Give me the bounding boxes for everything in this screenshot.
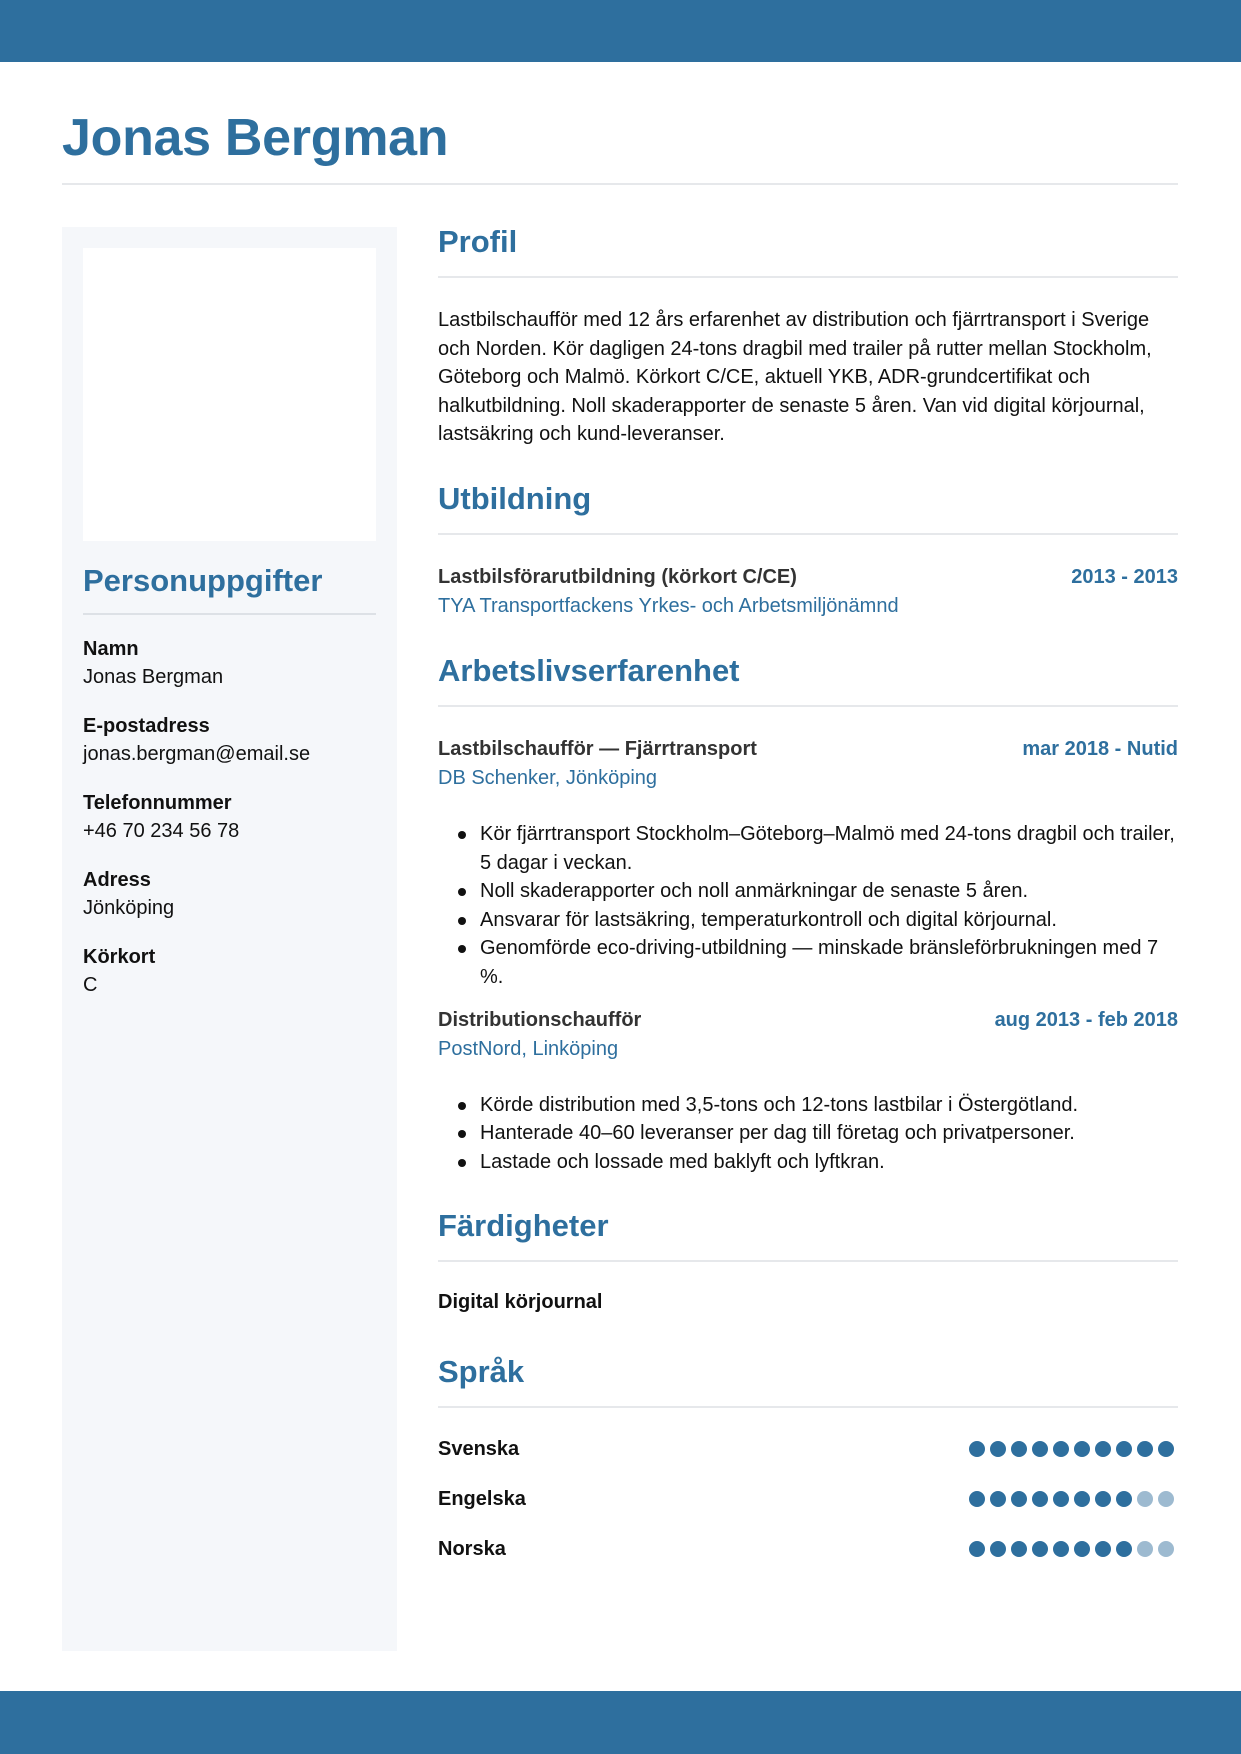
bullet-item: Kör fjärrtransport Stockholm–Göteborg–Malmö med 24-tons dragbil och trailer, 5 dagar i veckan.	[480, 820, 1178, 877]
entry-title: Lastbilsförarutbildning (körkort C/CE)	[438, 565, 797, 588]
field-label: Namn	[83, 638, 139, 660]
level-dot-filled-icon	[990, 1441, 1006, 1457]
entry-organization: PostNord, Linköping	[438, 1037, 619, 1060]
header-bar	[0, 0, 1241, 62]
level-dot-filled-icon	[1116, 1541, 1132, 1557]
level-dot-filled-icon	[1032, 1541, 1048, 1557]
experience-entry	[438, 1006, 1178, 1177]
entry-date: aug 2013 - feb 2018	[994, 1008, 1178, 1031]
bullet-item: Ansvarar för lastsäkring, temperaturkontroll och digital körjournal.	[480, 906, 1178, 935]
personal-info-list	[83, 635, 376, 1020]
level-dot-filled-icon	[1074, 1441, 1090, 1457]
field-email	[83, 712, 376, 768]
language-level-dots	[969, 1491, 1178, 1507]
level-dot-filled-icon	[969, 1491, 985, 1507]
profile-photo-placeholder	[83, 248, 376, 541]
level-dot-empty-icon	[1158, 1491, 1174, 1507]
language-row	[438, 1424, 1178, 1474]
entry-bullets	[438, 820, 1178, 992]
level-dot-filled-icon	[1053, 1491, 1069, 1507]
entry-organization: DB Schenker, Jönköping	[438, 766, 658, 789]
section-title: Färdigheter	[438, 1206, 1178, 1262]
personal-info-heading: Personuppgifter	[83, 561, 376, 615]
education-section	[438, 479, 1178, 621]
level-dot-filled-icon	[1137, 1441, 1153, 1457]
field-label: Telefonnummer	[83, 792, 232, 814]
level-dot-filled-icon	[1074, 1491, 1090, 1507]
language-row	[438, 1524, 1178, 1574]
bullet-item: Hanterade 40–60 leveranser per dag till företag och privatpersoner.	[480, 1119, 1178, 1148]
level-dot-filled-icon	[1011, 1491, 1027, 1507]
field-name	[83, 635, 376, 691]
field-label: E-postadress	[83, 715, 210, 737]
language-list	[438, 1424, 1178, 1574]
level-dot-filled-icon	[1095, 1491, 1111, 1507]
level-dot-empty-icon	[1137, 1541, 1153, 1557]
entry-bullets	[438, 1091, 1178, 1177]
level-dot-filled-icon	[1095, 1441, 1111, 1457]
language-level-dots	[969, 1541, 1178, 1557]
language-name: Norska	[438, 1537, 506, 1560]
level-dot-filled-icon	[1116, 1441, 1132, 1457]
field-label: Adress	[83, 869, 151, 891]
section-title: Språk	[438, 1352, 1178, 1408]
entry-date: mar 2018 - Nutid	[1022, 737, 1178, 760]
skills-section	[438, 1206, 1178, 1316]
section-title: Utbildning	[438, 479, 1178, 535]
page-title: Jonas Bergman	[62, 109, 449, 167]
level-dot-filled-icon	[1158, 1441, 1174, 1457]
level-dot-empty-icon	[1137, 1491, 1153, 1507]
section-title: Profil	[438, 222, 1178, 278]
sidebar	[62, 227, 397, 1651]
field-address	[83, 866, 376, 922]
profile-section	[438, 222, 1178, 449]
experience-entry	[438, 735, 1178, 992]
level-dot-filled-icon	[1011, 1541, 1027, 1557]
level-dot-filled-icon	[1032, 1441, 1048, 1457]
languages-section	[438, 1352, 1178, 1574]
entry-date: 2013 - 2013	[1071, 565, 1178, 588]
level-dot-filled-icon	[1053, 1441, 1069, 1457]
bullet-item: Körde distribution med 3,5-tons och 12-tons lastbilar i Östergötland.	[480, 1091, 1178, 1120]
section-title: Arbetslivserfarenhet	[438, 651, 1178, 707]
language-name: Engelska	[438, 1487, 526, 1510]
profile-summary: Lastbilschaufför med 12 års erfarenhet av distribution och fjärrtransport i Sverige och Norden. Kör dagligen 24-tons dragbil med trailer på rutter mellan Stockholm, Göteborg och Malmö. Körkort C/CE, aktuell YKB, ADR-grundcertifikat och halkutbildning. Noll skaderapporter de senaste 5 åren. Van vid digital körjournal, lastsäkring och kund-leveranser.	[438, 309, 1152, 446]
field-value: Jonas Bergman	[83, 666, 224, 688]
main-content	[438, 222, 1178, 1574]
level-dot-filled-icon	[1074, 1541, 1090, 1557]
level-dot-filled-icon	[1011, 1441, 1027, 1457]
entry-title: Lastbilschaufför — Fjärrtransport	[438, 737, 757, 760]
language-row	[438, 1474, 1178, 1524]
level-dot-filled-icon	[1095, 1541, 1111, 1557]
language-name: Svenska	[438, 1437, 520, 1460]
field-value: +46 70 234 56 78	[83, 820, 240, 842]
bullet-item: Noll skaderapporter och noll anmärkningar de senaste 5 åren.	[480, 877, 1178, 906]
level-dot-filled-icon	[1032, 1491, 1048, 1507]
level-dot-filled-icon	[969, 1441, 985, 1457]
field-phone	[83, 789, 376, 845]
level-dot-filled-icon	[1053, 1541, 1069, 1557]
bullet-item: Lastade och lossade med baklyft och lyftkran.	[480, 1148, 1178, 1177]
skill-item: Digital körjournal	[438, 1291, 603, 1314]
level-dot-filled-icon	[969, 1541, 985, 1557]
field-license	[83, 943, 376, 999]
level-dot-filled-icon	[990, 1541, 1006, 1557]
field-value: C	[83, 974, 98, 996]
title-divider	[62, 183, 1178, 185]
level-dot-filled-icon	[1116, 1491, 1132, 1507]
field-label: Körkort	[83, 946, 156, 968]
level-dot-empty-icon	[1158, 1541, 1174, 1557]
bullet-item: Genomförde eco-driving-utbildning — minskade bränsleförbrukningen med 7 %.	[480, 934, 1178, 991]
education-entry	[438, 563, 1178, 621]
entry-organization: TYA Transportfackens Yrkes- och Arbetsmiljönämnd	[438, 594, 899, 617]
footer-bar	[0, 1691, 1241, 1754]
level-dot-filled-icon	[990, 1491, 1006, 1507]
entry-title: Distributionschaufför	[438, 1008, 642, 1031]
experience-section	[438, 651, 1178, 1176]
language-level-dots	[969, 1441, 1178, 1457]
field-value: jonas.bergman@email.se	[83, 743, 311, 765]
field-value: Jönköping	[83, 897, 175, 919]
